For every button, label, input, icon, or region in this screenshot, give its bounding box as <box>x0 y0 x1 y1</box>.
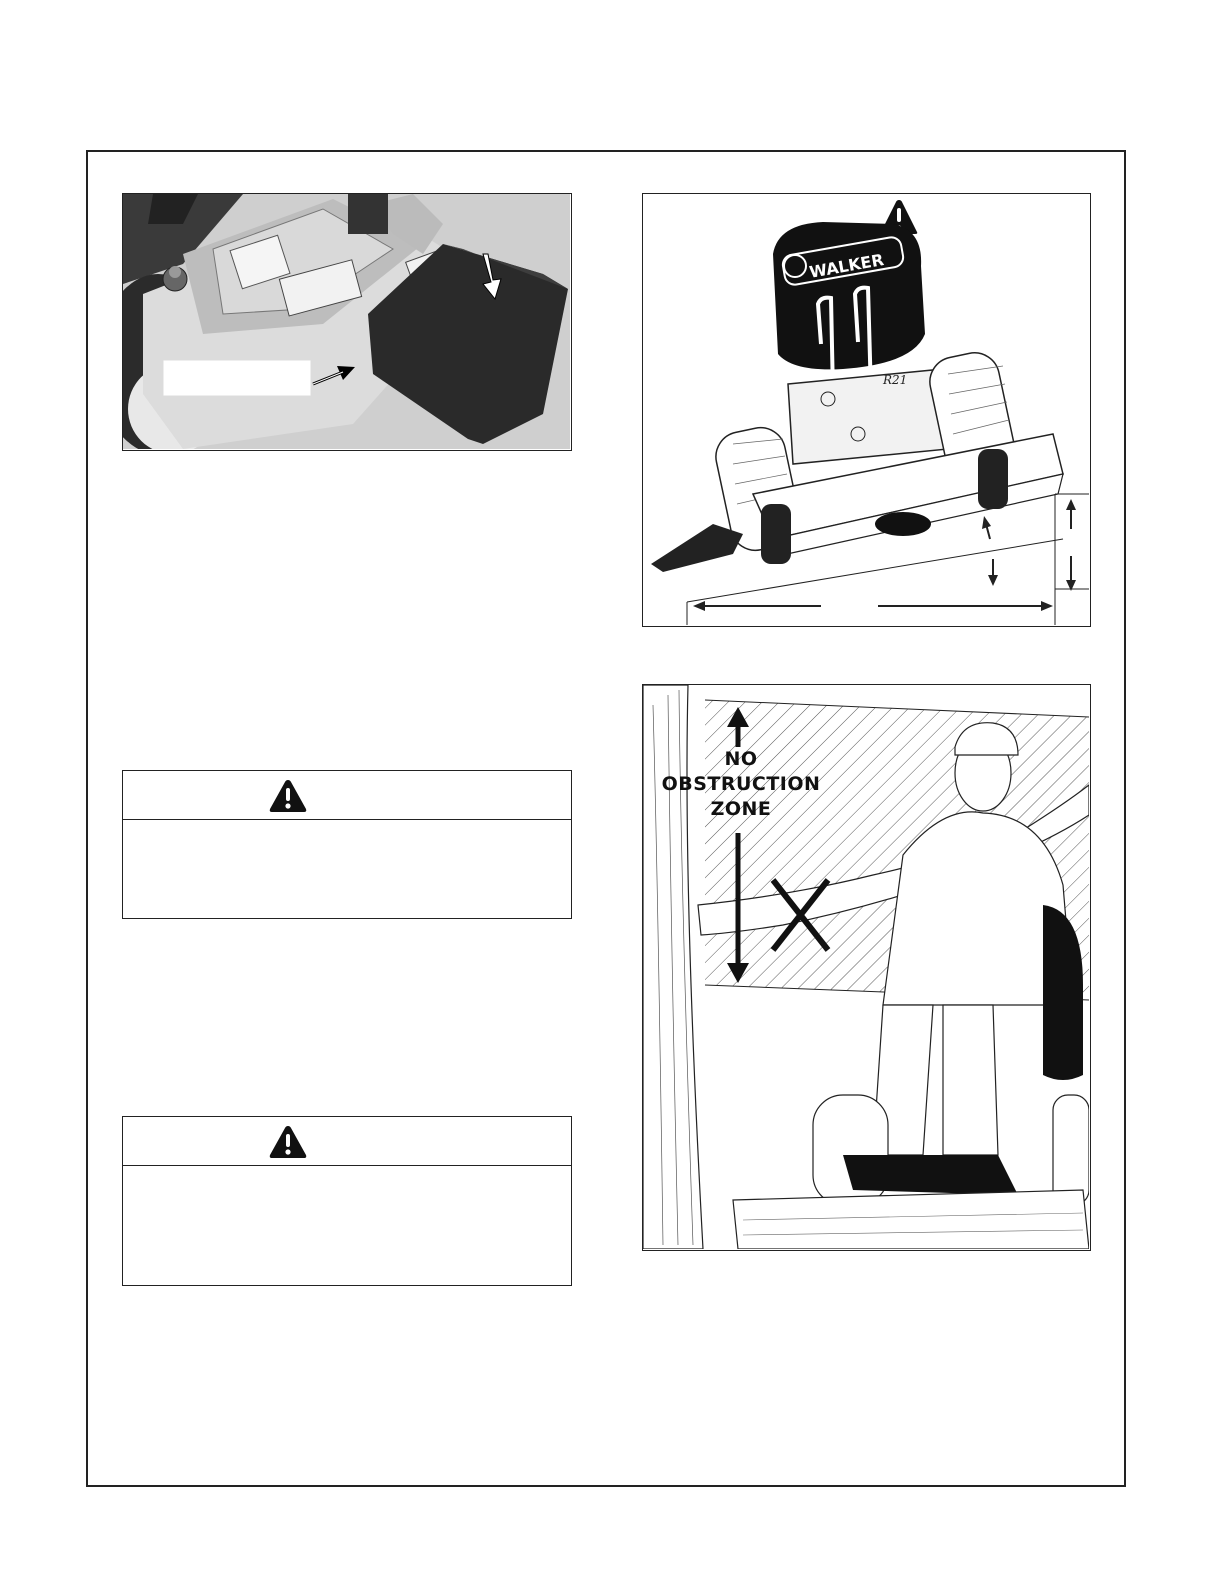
warning-triangle-icon <box>268 778 308 814</box>
warning-triangle-icon <box>268 1124 308 1160</box>
seat-brand-text: WALKER <box>807 250 886 282</box>
warning-box-1 <box>122 770 572 919</box>
zone-label-line-1: NO <box>724 748 758 770</box>
model-badge: R21 <box>883 373 908 387</box>
figure-mower-slope <box>642 193 1091 627</box>
warning-header-1 <box>123 771 571 820</box>
figure-no-obstruction-zone <box>642 684 1091 1251</box>
no-obstruction-zone-label <box>649 747 833 822</box>
page-frame <box>86 150 1126 1487</box>
zone-label-line-2: OBSTRUCTION <box>661 773 821 795</box>
warning-box-2 <box>122 1116 572 1286</box>
zone-label-line-3: ZONE <box>710 798 772 820</box>
warning-header-2 <box>123 1117 571 1166</box>
figure-discharge-chute-photo <box>122 193 572 451</box>
